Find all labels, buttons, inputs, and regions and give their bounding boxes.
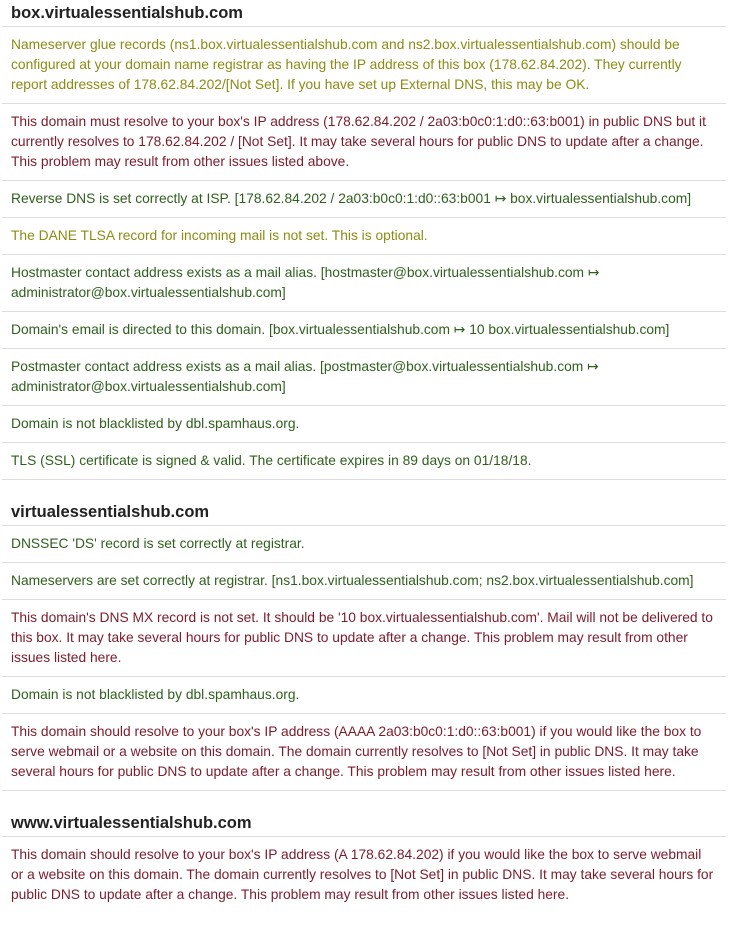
section-www-domain (2, 810, 726, 913)
status-item-blacklist: Domain is not blacklisted by dbl.spamhaus.org. (2, 406, 726, 443)
status-item-mx-record: This domain's DNS MX record is not set. It should be '10 box.virtualessentialshub.com'. Mail will not be delivered to this box. It may take several hours for public DNS to update after a change. This problem may result from other issues listed here. (2, 600, 726, 677)
status-item-glue-records: Nameserver glue records (ns1.box.virtualessentialshub.com and ns2.box.virtualessentialshub.com) should be configured at your domain name registrar as having the IP address of this box (178.62.84.202). They currently report addresses of 178.62.84.202/[Not Set]. If you have set up External DNS, this may be OK. (2, 27, 726, 104)
status-item-aaaa-resolve: This domain should resolve to your box's IP address (AAAA 2a03:b0c0:1:d0::63:b001) if you would like the box to serve webmail or a website on this domain. The domain currently resolves to [Not Set] in public DNS. It may take several hours for public DNS to update after a change. This problem may result from other issues listed here. (2, 714, 726, 791)
section-box-domain (2, 0, 726, 480)
status-item-dnssec: DNSSEC 'DS' record is set correctly at registrar. (2, 526, 726, 563)
status-item-mx-directed: Domain's email is directed to this domain. [box.virtualessentialshub.com ↦ 10 box.virtualessentialshub.com] (2, 312, 726, 349)
section-heading: virtualessentialshub.com (2, 499, 726, 526)
status-item-blacklist: Domain is not blacklisted by dbl.spamhaus.org. (2, 677, 726, 714)
status-item-hostmaster: Hostmaster contact address exists as a mail alias. [hostmaster@box.virtualessentialshub.com ↦ administrator@box.virtualessentialshub.com] (2, 255, 726, 312)
status-item-reverse-dns: Reverse DNS is set correctly at ISP. [178.62.84.202 / 2a03:b0c0:1:d0::63:b001 ↦ box.virtualessentialshub.com] (2, 181, 726, 218)
status-item-ip-resolve: This domain must resolve to your box's IP address (178.62.84.202 / 2a03:b0c0:1:d0::63:b001) in public DNS but it currently resolves to 178.62.84.202 / [Not Set]. It may take several hours for public DNS to update after a change. This problem may result from other issues listed above. (2, 104, 726, 181)
section-root-domain (2, 499, 726, 791)
status-item-tls-cert: TLS (SSL) certificate is signed & valid. The certificate expires in 89 days on 01/18/18. (2, 443, 726, 480)
status-item-postmaster: Postmaster contact address exists as a mail alias. [postmaster@box.virtualessentialshub.com ↦ administrator@box.virtualessentialshub.com] (2, 349, 726, 406)
section-heading: www.virtualessentialshub.com (2, 810, 726, 837)
status-item-nameservers: Nameservers are set correctly at registrar. [ns1.box.virtualessentialshub.com; ns2.box.virtualessentialshub.com] (2, 563, 726, 600)
status-item-a-resolve: This domain should resolve to your box's IP address (A 178.62.84.202) if you would like the box to serve webmail or a website on this domain. The domain currently resolves to [Not Set] in public DNS. It may take several hours for public DNS to update after a change. This problem may result from other issues listed here. (11, 847, 714, 902)
status-item-dane-tlsa: The DANE TLSA record for incoming mail is not set. This is optional. (2, 218, 726, 255)
section-heading: box.virtualessentialshub.com (2, 0, 726, 27)
